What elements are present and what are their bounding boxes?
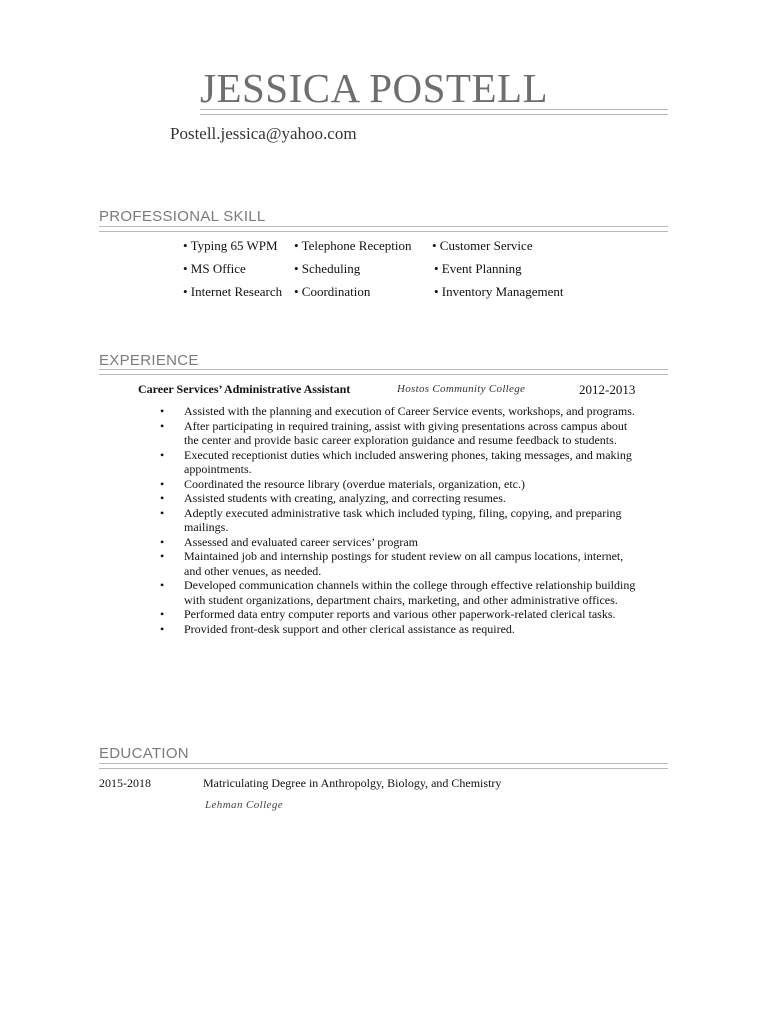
job-duty-item: • Developed communication channels within the college through effective relationship building with student organizations, department chairs, marketing, and other administrative offices. bbox=[160, 578, 640, 607]
job-duty-item: • Assessed and evaluated career services’ program bbox=[160, 535, 640, 550]
skill-item: • Event Planning bbox=[434, 261, 522, 276]
skill-item: • Telephone Reception bbox=[294, 238, 412, 253]
job-title: Career Services’ Administrative Assistant bbox=[138, 382, 351, 396]
job-years: 2012-2013 bbox=[579, 382, 636, 397]
education-years: 2015-2018 bbox=[99, 776, 151, 790]
skill-item: • Scheduling bbox=[294, 261, 361, 276]
job-duties-list bbox=[160, 404, 640, 636]
resume-name: JESSICA POSTELL bbox=[200, 65, 549, 111]
job-organization: Hostos Community College bbox=[397, 383, 526, 395]
education-school: Lehman College bbox=[205, 799, 284, 811]
skill-item: • Coordination bbox=[294, 284, 371, 299]
name-divider bbox=[200, 109, 668, 115]
experience-divider bbox=[99, 369, 668, 375]
education-degree: Matriculating Degree in Anthropolgy, Biology, and Chemistry bbox=[203, 776, 502, 790]
skill-item: • MS Office bbox=[183, 261, 246, 276]
job-duty-item: • Coordinated the resource library (overdue materials, organization, etc.) bbox=[160, 477, 640, 492]
skill-item: • Internet Research bbox=[183, 284, 283, 299]
experience-section-title: EXPERIENCE bbox=[99, 352, 199, 369]
job-duty-item: • Performed data entry computer reports and various other paperwork-related clerical tasks. bbox=[160, 607, 640, 622]
job-duty-item: • Provided front-desk support and other clerical assistance as required. bbox=[160, 622, 640, 637]
education-divider bbox=[99, 763, 668, 769]
skill-item: • Typing 65 WPM bbox=[183, 238, 278, 253]
job-duty-item: • After participating in required training, assist with giving presentations across campus about the center and provide basic career exploration guidance and resume feedback to students. bbox=[160, 419, 640, 448]
education-section-title: EDUCATION bbox=[99, 745, 189, 762]
job-duty-item: • Assisted students with creating, analyzing, and correcting resumes. bbox=[160, 491, 640, 506]
job-duty-item: • Executed receptionist duties which included answering phones, taking messages, and making appointments. bbox=[160, 448, 640, 477]
job-duty-item: • Assisted with the planning and execution of Career Service events, workshops, and programs. bbox=[160, 404, 640, 419]
job-duty-item: • Maintained job and internship postings for student review on all campus locations, internet, and other venues, as needed. bbox=[160, 549, 640, 578]
skills-divider bbox=[99, 226, 668, 232]
skills-section-title: PROFESSIONAL SKILL bbox=[99, 208, 266, 225]
skill-item: • Customer Service bbox=[432, 238, 533, 253]
job-duty-item: • Adeptly executed administrative task which included typing, filing, copying, and preparing mailings. bbox=[160, 506, 640, 535]
skill-item: • Inventory Management bbox=[434, 284, 564, 299]
email-address: Postell.jessica@yahoo.com bbox=[170, 124, 357, 143]
